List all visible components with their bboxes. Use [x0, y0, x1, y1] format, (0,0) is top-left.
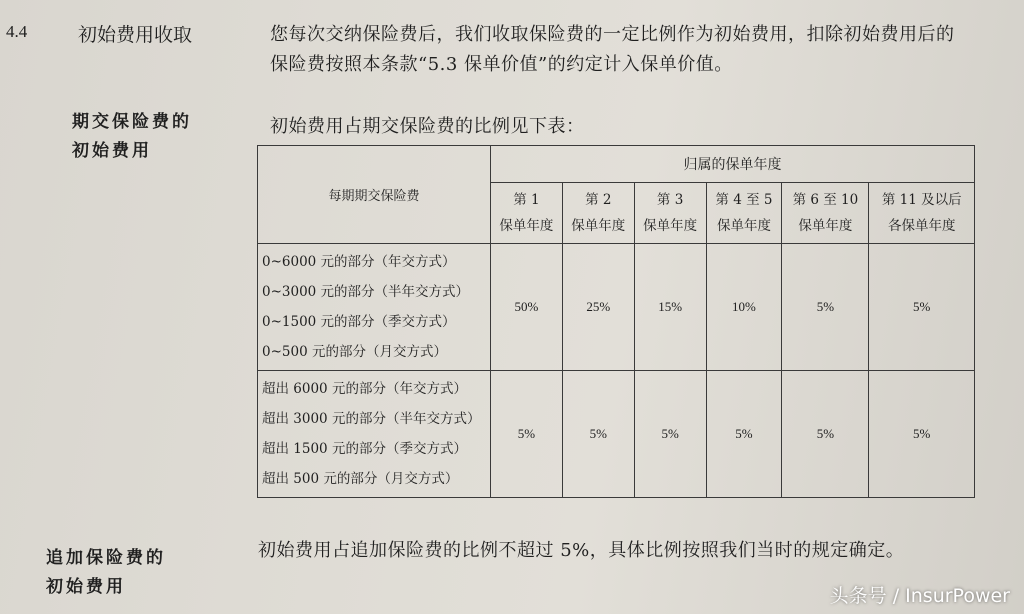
section-number: 4.4: [6, 22, 28, 41]
additional-premium-heading-line1: 追加保险费的: [46, 548, 166, 568]
rate-cell: 5%: [782, 371, 869, 498]
table-row: [258, 244, 975, 371]
rate-cell: 5%: [869, 371, 975, 498]
rate-cell: 10%: [706, 244, 782, 371]
additional-premium-heading: [46, 544, 166, 602]
rate-cell: 5%: [562, 371, 634, 498]
regular-premium-heading: [72, 108, 192, 166]
initial-fee-table: [257, 145, 975, 498]
row-header: 每期期交保险费: [258, 146, 491, 244]
year-col-4: 第 4 至 5 保单年度: [706, 183, 782, 244]
year-col-1: 第 1 保单年度: [491, 183, 563, 244]
rate-cell: 5%: [634, 371, 706, 498]
rate-cell: 5%: [706, 371, 782, 498]
rate-cell: 50%: [491, 244, 563, 371]
year-col-2: 第 2 保单年度: [562, 183, 634, 244]
years-header: 归属的保单年度: [491, 146, 975, 183]
additional-premium-heading-line2: 初始费用: [46, 577, 126, 597]
table-row: [258, 371, 975, 498]
additional-premium-paragraph: 初始费用占追加保险费的比例不超过 5%，具体比例按照我们当时的规定确定。: [258, 540, 905, 561]
section-title: 初始费用收取: [78, 24, 193, 46]
rate-cell: 25%: [562, 244, 634, 371]
year-col-6: 第 11 及以后 各保单年度: [869, 183, 975, 244]
tier-cell: 0~6000 元的部分（年交方式） 0~3000 元的部分（半年交方式） 0~1500 元的部分（季交方式） 0~500 元的部分（月交方式）: [258, 244, 491, 371]
year-col-5: 第 6 至 10 保单年度: [782, 183, 869, 244]
regular-premium-heading-line2: 初始费用: [72, 141, 152, 161]
regular-premium-heading-line1: 期交保险费的: [72, 112, 192, 132]
rate-cell: 5%: [491, 371, 563, 498]
table-intro: 初始费用占期交保险费的比例见下表：: [270, 116, 585, 137]
watermark: 头条号 / InsurPower: [829, 585, 1010, 607]
tier-cell: 超出 6000 元的部分（年交方式） 超出 3000 元的部分（半年交方式） 超出 1500 元的部分（季交方式） 超出 500 元的部分（月交方式）: [258, 371, 491, 498]
rate-cell: 5%: [782, 244, 869, 371]
rate-cell: 15%: [634, 244, 706, 371]
section-paragraph: 您每次交纳保险费后，我们收取保险费的一定比例作为初始费用，扣除初始费用后的保险费按照本条款“5.3 保单价值”的约定计入保单价值。: [270, 24, 955, 75]
rate-cell: 5%: [869, 244, 975, 371]
year-col-3: 第 3 保单年度: [634, 183, 706, 244]
